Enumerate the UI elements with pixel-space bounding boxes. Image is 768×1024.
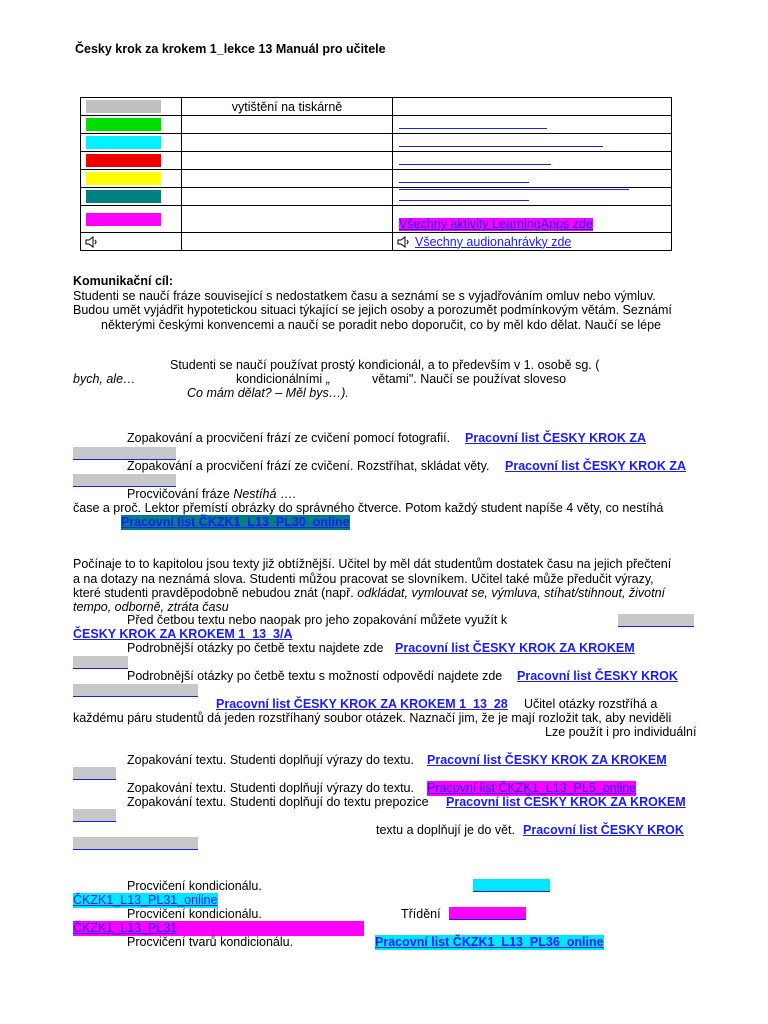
reading-link-2[interactable]: Pracovní list ČESKY KROK ZA KROKEM xyxy=(395,641,635,655)
activity-3-prefix: Procvičování fráze xyxy=(127,487,230,501)
legend-description xyxy=(182,206,393,233)
legend-table xyxy=(80,97,672,251)
audio-link[interactable]: Všechny audionahrávky zde xyxy=(415,234,572,249)
activity-1-link[interactable]: Pracovní list ČESKY KROK ZA xyxy=(465,431,647,445)
reading-link-2-underline xyxy=(73,668,128,669)
text-ex-2-link[interactable]: Pracovní list ČKZK1_L13_PL5_online xyxy=(427,781,637,795)
cond-2-mid: Třídění xyxy=(401,907,441,921)
reading-link-1[interactable]: ČESKY KROK ZA KROKEM 1_13_3/A xyxy=(73,627,293,641)
activity-1-text: Zopakování a procvičení frází ze cvičení pomocí fotografií. xyxy=(127,431,451,445)
legend-description xyxy=(182,134,393,152)
activity-3-link[interactable]: Pracovní list ČKZK1_L13_PL30_online xyxy=(121,515,350,529)
speaker-icon xyxy=(397,236,411,248)
reading-line-10: každému páru studentů dá jeden rozstříhaný soubor otázek. Naznačí jim, že je mají rozložit tak, aby neviděli xyxy=(73,711,672,725)
goal-heading: Komunikační cíl: xyxy=(73,274,174,288)
reading-line-1: Počínaje to to kapitolou jsou texty již obtížnější. Učitel by měl dát studentům dostatek času na jejich přečtení xyxy=(73,557,672,571)
legend-description: vytištění na tiskárně xyxy=(182,98,393,116)
grammar-line-1: Studenti se naučí používat prostý kondicionál, a to především v 1. osobě sg. ( xyxy=(170,358,600,372)
text-ex-1-underline xyxy=(73,779,116,780)
reading-line-4: tempo, odborně, ztráta času xyxy=(73,600,229,614)
grammar-example-1: bych, ale… xyxy=(73,372,136,386)
audio-link-cell[interactable] xyxy=(393,233,672,251)
cond-3-text: Procvičení tvarů kondicionálu. xyxy=(127,935,294,949)
legend-color-swatch xyxy=(86,172,161,185)
activity-3-ellipsis: …. xyxy=(279,487,296,501)
legend-color-cell xyxy=(81,98,182,116)
reading-line-2: a na dotazy na neznámá slova. Studenti můžou pracovat se slovníkem. Učitel také může předučit výrazy, xyxy=(73,572,654,586)
reading-line-3-a: které studenti pravděpodobně nebudou znát (např. xyxy=(73,586,354,600)
speaker-icon xyxy=(85,236,99,248)
legend-color-cell xyxy=(81,188,182,206)
cond-1-link-head-underline xyxy=(473,891,550,892)
legend-link-cell[interactable] xyxy=(393,116,672,134)
legend-link-cell[interactable] xyxy=(393,152,672,170)
reading-line-3 xyxy=(73,586,665,601)
legend-link-cell[interactable] xyxy=(393,134,672,152)
legend-color-swatch xyxy=(86,154,161,167)
legend-link-cell[interactable] xyxy=(393,170,672,188)
cond-3-link[interactable]: Pracovní list ČKZK1_L13_PL36_online xyxy=(375,935,604,949)
legend-link-underline[interactable] xyxy=(399,146,603,147)
legend-audio-icon-cell xyxy=(81,233,182,251)
legend-color-swatch xyxy=(86,136,161,149)
reading-link-grey-underline xyxy=(618,626,694,627)
legend-audio-row xyxy=(81,233,672,251)
legend-color-swatch xyxy=(86,100,161,113)
legend-color-cell xyxy=(81,116,182,134)
legend-row xyxy=(81,206,672,233)
legend-description xyxy=(182,116,393,134)
legend-row xyxy=(81,188,672,206)
cond-1-link[interactable]: ČKZK1_L13_PL31_online xyxy=(73,893,218,907)
legend-description xyxy=(182,170,393,188)
legend-description xyxy=(182,152,393,170)
reading-link-3[interactable]: Pracovní list ČESKY KROK xyxy=(517,669,678,683)
text-ex-3-underline xyxy=(73,821,116,822)
activity-2-text: Zopakování a procvičení frází ze cvičení. Rozstříhat, skládat věty. xyxy=(127,459,490,473)
activity-2-link[interactable]: Pracovní list ČESKY KROK ZA xyxy=(505,459,687,473)
reading-link-4[interactable]: Pracovní list ČESKY KROK ZA KROKEM 1_13_28 xyxy=(216,697,508,711)
goal-line-3: některými českými konvencemi a naučí se poradit nebo doporučit, co by měl kdo dělat. Naučí se lépe xyxy=(101,318,662,332)
legend-color-cell xyxy=(81,134,182,152)
legend-row xyxy=(81,170,672,188)
legend-color-cell xyxy=(81,170,182,188)
legend-link-cell[interactable] xyxy=(393,206,672,233)
activity-3-text xyxy=(127,487,296,502)
text-ex-4-underline xyxy=(73,849,198,850)
legend-color-swatch xyxy=(86,118,161,131)
legend-color-swatch xyxy=(86,190,161,203)
activity-3-phrase: Nestíhá xyxy=(233,487,277,501)
learningapps-link[interactable]: Všechny aktivity LearningApps zde xyxy=(399,217,593,231)
cond-2-link-head-underline xyxy=(449,919,526,920)
legend-link-underline[interactable] xyxy=(399,200,529,201)
legend-link-cell[interactable] xyxy=(393,188,672,206)
legend-audio-empty xyxy=(182,233,393,251)
cond-1-text: Procvičení kondicionálu. xyxy=(127,879,262,893)
reading-line-3-b: odkládat, vymlouvat se, výmluva, stíhat/stihnout, životní xyxy=(357,586,666,600)
text-ex-4-link[interactable]: Pracovní list ČESKY KROK xyxy=(523,823,684,837)
text-ex-3: Zopakování textu. Studenti doplňují do textu prepozice xyxy=(127,795,429,809)
reading-line-7: Podrobnější otázky po četbě textu najdete zde xyxy=(127,641,384,655)
goal-line-1: Studenti se naučí fráze související s nedostatkem času a seznámí se s vyjadřováním omluv nebo výmluv. xyxy=(73,289,656,303)
reading-link-3-underline xyxy=(73,696,198,697)
legend-link-underline[interactable] xyxy=(399,182,529,183)
text-ex-1: Zopakování textu. Studenti doplňují výrazy do textu. xyxy=(127,753,414,767)
legend-color-cell xyxy=(81,152,182,170)
cond-2-text: Procvičení kondicionálu. xyxy=(127,907,262,921)
text-ex-1-link[interactable]: Pracovní list ČESKY KROK ZA KROKEM xyxy=(427,753,667,767)
text-ex-3-link[interactable]: Pracovní list ČESKY KROK ZA KROKEM xyxy=(446,795,686,809)
reading-line-5: Před četbou textu nebo naopak pro jeho zopakování můžete využít k xyxy=(127,613,508,627)
goal-line-2: Budou umět vyjádřit hypotetickou situaci týkající se jejich osoby a porozumět podmínkovým větám. Seznámí xyxy=(73,303,672,317)
cond-2-link[interactable]: ČKZK1_L13_PL31 xyxy=(73,921,364,936)
learningapps-link-underline xyxy=(399,189,629,190)
reading-line-9: Učitel otázky rozstříhá a xyxy=(524,697,658,711)
grammar-line-2b: větami". Naučí se používat sloveso xyxy=(372,372,567,386)
legend-description xyxy=(182,188,393,206)
legend-row xyxy=(81,134,672,152)
grammar-line-2a: kondicionálními „ xyxy=(236,372,330,386)
legend-link-underline[interactable] xyxy=(399,128,547,129)
legend-link-cell[interactable] xyxy=(393,98,672,116)
page-title: Česky krok za krokem 1_lekce 13 Manuál pro učitele xyxy=(75,42,386,56)
reading-line-8: Podrobnější otázky po četbě textu s možností odpovědí najdete zde xyxy=(127,669,503,683)
text-ex-4: textu a doplňují je do vět. xyxy=(376,823,515,837)
legend-link-underline[interactable] xyxy=(399,164,551,165)
legend-row xyxy=(81,98,672,116)
legend-row xyxy=(81,116,672,134)
legend-color-swatch xyxy=(86,213,161,226)
activity-3-line-2: čase a proč. Lektor přemístí obrázky do správného čtverce. Potom každý student napíše 4 věty, co nestíhá xyxy=(73,501,664,515)
legend-color-cell xyxy=(81,206,182,233)
reading-line-11: Lze použít i pro individuální xyxy=(545,725,697,739)
grammar-example-2: Co mám dělat? – Měl bys…). xyxy=(187,386,349,400)
text-ex-2: Zopakování textu. Studenti doplňují výrazy do textu. xyxy=(127,781,414,795)
legend-row xyxy=(81,152,672,170)
